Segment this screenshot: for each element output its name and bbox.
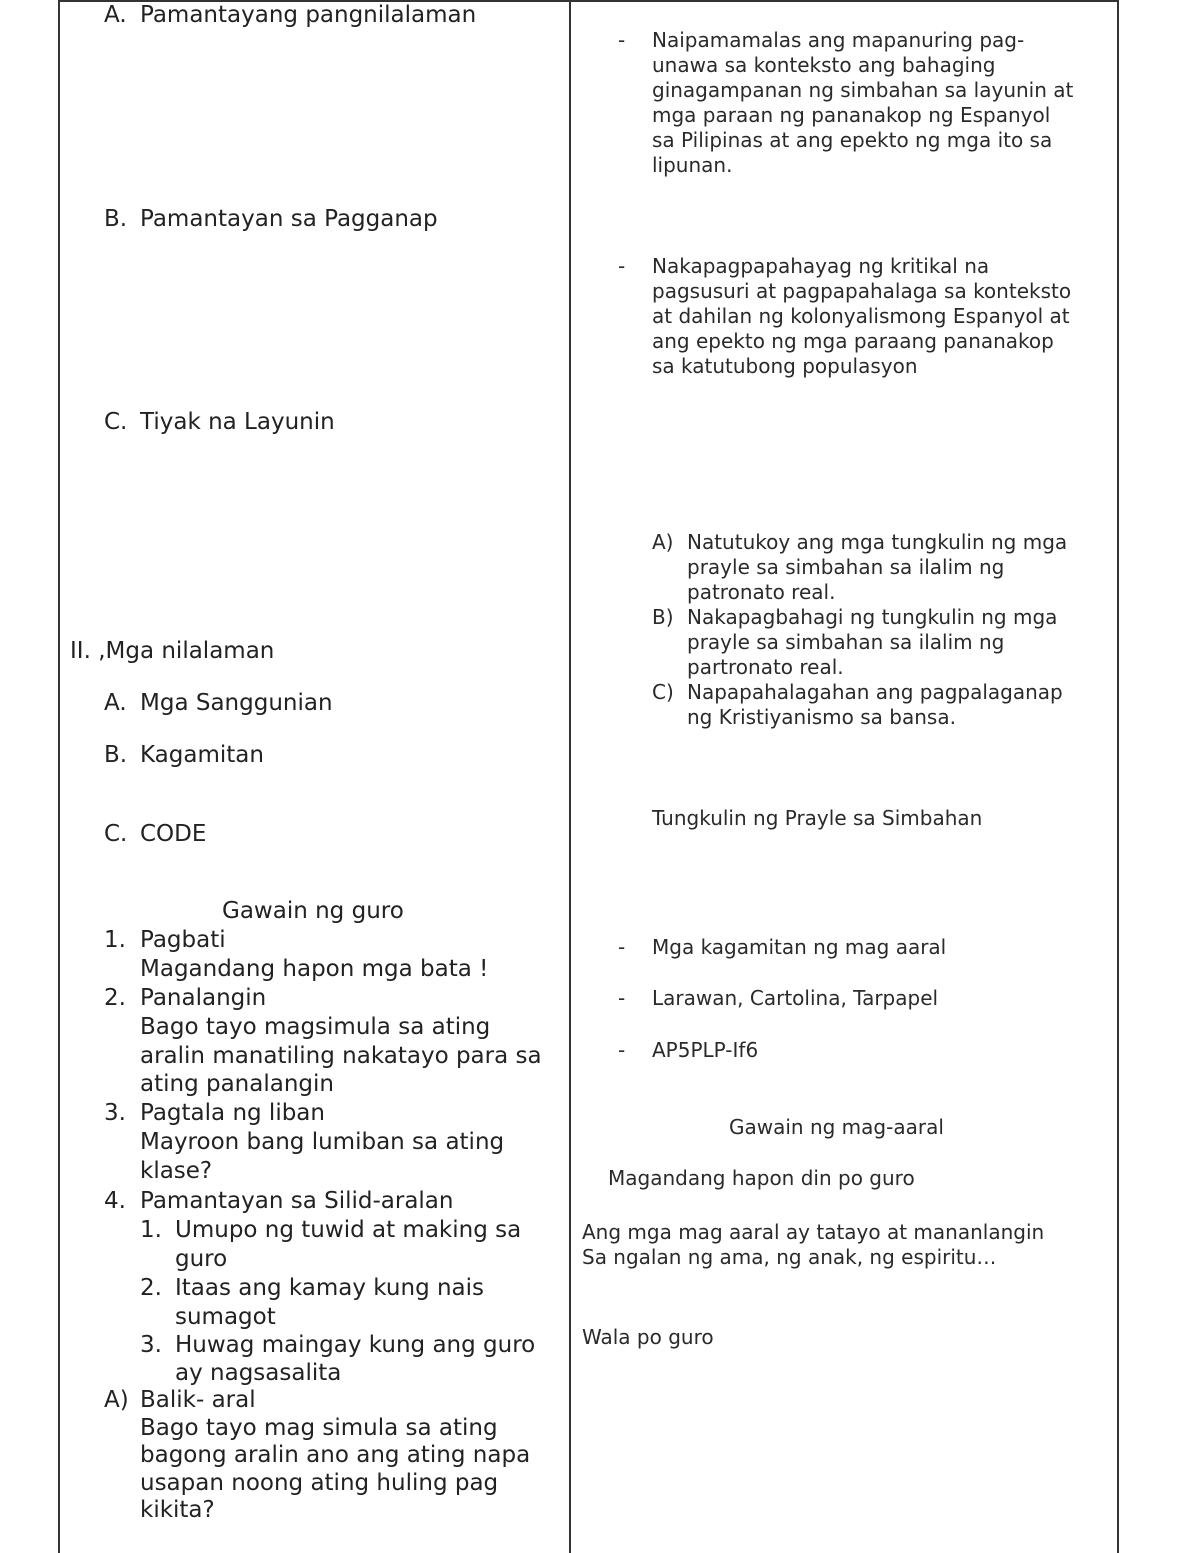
step-marker: 3. [104, 1100, 126, 1126]
step-title: Panalangin [140, 985, 267, 1011]
table-left-border [58, 0, 60, 1553]
content-standard-heading: Pamantayang pangnilalaman [140, 2, 477, 28]
step-text-line: Mayroon bang lumiban sa ating [140, 1129, 505, 1155]
rule-marker: 1. [140, 1217, 162, 1243]
rule-marker: 2. [140, 1275, 162, 1301]
step-marker: 2. [104, 985, 126, 1011]
rule-text-line: guro [175, 1246, 228, 1272]
objective-line: partronato real. [687, 655, 844, 679]
objectives-heading: Tiyak na Layunin [140, 409, 335, 435]
greeting-reply: Magandang hapon din po guro [608, 1166, 915, 1190]
performance-standard-line: Nakapagpapahayag ng kritikal na [652, 254, 990, 278]
objective-line: prayle sa simbahan sa ilalim ng [687, 555, 1005, 579]
step-title: Pagtala ng liban [140, 1100, 325, 1126]
item-c-marker: C. [104, 409, 128, 435]
step-text-line: ating panalangin [140, 1071, 334, 1097]
review-marker: A) [104, 1387, 129, 1413]
rule-marker: 3. [140, 1332, 162, 1358]
rule-text-line: Huwag maingay kung ang guro [175, 1332, 536, 1358]
performance-standard-line: sa katutubong populasyon [652, 354, 918, 378]
lesson-topic: Tungkulin ng Prayle sa Simbahan [652, 806, 983, 830]
performance-standard-line: ang epekto ng mga paraang pananakop [652, 329, 1054, 353]
step-text-line: aralin manatiling nakatayo para sa [140, 1043, 542, 1069]
materials-bullet: - [618, 986, 626, 1010]
content-standard-line: unawa sa konteksto ang bahaging [652, 53, 996, 77]
step-text-line: Magandang hapon mga bata ! [140, 956, 489, 982]
rule-text-line: Itaas ang kamay kung nais [175, 1275, 485, 1301]
item-a-marker: A. [104, 2, 127, 28]
step-title: Pagbati [140, 927, 226, 953]
materials-item: Larawan, Cartolina, Tarpapel [652, 986, 939, 1010]
review-text-line: bagong aralin ano ang ating napa [140, 1442, 531, 1468]
materials-bullet: - [618, 935, 626, 959]
rule-text-line: Umupo ng tuwid at making sa [175, 1217, 522, 1243]
lesson-code: AP5PLP-If6 [652, 1038, 759, 1062]
teacher-activity-heading: Gawain ng guro [222, 898, 404, 924]
performance-standard-heading: Pamantayan sa Pagganap [140, 206, 438, 232]
step-text-line: Bago tayo magsimula sa ating [140, 1014, 491, 1040]
review-text-line: Bago tayo mag simula sa ating [140, 1415, 498, 1441]
objective-line: prayle sa simbahan sa ilalim ng [687, 630, 1005, 654]
content-standard-line: Naipamamalas ang mapanuring pag- [652, 28, 1025, 52]
content-standard-line: lipunan. [652, 153, 733, 177]
objective-line: Natutukoy ang mga tungkulin ng mga [687, 530, 1068, 554]
objective-marker: B) [652, 605, 674, 629]
objective-line: patronato real. [687, 580, 836, 604]
sub-a-marker: A. [104, 690, 127, 716]
content-standard-line: ginagampanan ng simbahan sa layunin at [652, 78, 1074, 102]
item-b-marker: B. [104, 206, 128, 232]
references-heading: Mga Sanggunian [140, 690, 333, 716]
prayer-line: Sa ngalan ng ama, ng anak, ng espiritu… [582, 1245, 997, 1269]
sub-b-marker: B. [104, 742, 128, 768]
materials-heading: Kagamitan [140, 742, 264, 768]
content-standard-bullet: - [618, 28, 626, 52]
table-column-divider [569, 0, 571, 1553]
step-marker: 4. [104, 1188, 126, 1214]
rule-text-line: ay nagsasalita [175, 1360, 342, 1386]
code-heading: CODE [140, 821, 207, 847]
step-title: Pamantayan sa Silid-aralan [140, 1188, 454, 1214]
performance-standard-line: pagsusuri at pagpapahalaga sa konteksto [652, 279, 1072, 303]
step-text-line: klase? [140, 1158, 213, 1184]
materials-bullet: - [618, 1038, 626, 1062]
prayer-line: Ang mga mag aaral ay tatayo at mananlangin [582, 1220, 1045, 1244]
content-standard-line: mga paraan ng pananakop ng Espanyol [652, 103, 1051, 127]
review-text-line: kikita? [140, 1497, 215, 1523]
objective-line: Nakapagbahagi ng tungkulin ng mga [687, 605, 1058, 629]
performance-standard-bullet: - [618, 254, 626, 278]
review-title: Balik- aral [140, 1387, 256, 1413]
student-activity-heading: Gawain ng mag-aaral [729, 1115, 944, 1139]
performance-standard-line: at dahilan ng kolonyalismong Espanyol at [652, 304, 1070, 328]
sub-c-marker: C. [104, 821, 128, 847]
absence-reply: Wala po guro [582, 1325, 714, 1349]
rule-text-line: sumagot [175, 1304, 276, 1330]
objective-line: Napapahalagahan ang pagpalaganap [687, 680, 1063, 704]
content-standard-line: sa Pilipinas at ang epekto ng mga ito sa [652, 128, 1053, 152]
review-text-line: usapan noong ating huling pag [140, 1470, 499, 1496]
table-right-border [1117, 0, 1119, 1553]
materials-item: Mga kagamitan ng mag aaral [652, 935, 947, 959]
objective-marker: C) [652, 680, 674, 704]
step-marker: 1. [104, 927, 126, 953]
section-ii-heading: II. ,Mga nilalaman [70, 638, 275, 664]
objective-marker: A) [652, 530, 674, 554]
objective-line: ng Kristiyanismo sa bansa. [687, 705, 956, 729]
